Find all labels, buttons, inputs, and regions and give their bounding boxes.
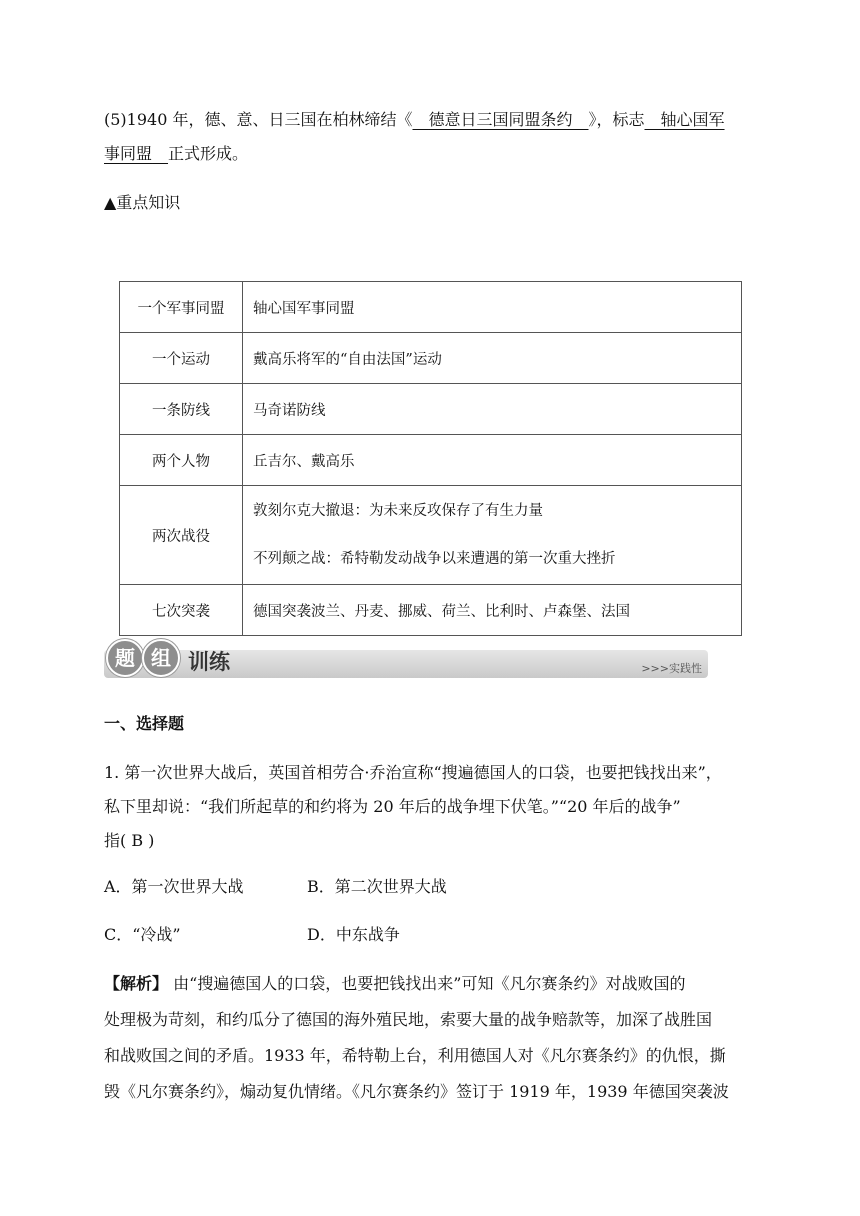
table-key: 两次战役 <box>120 486 243 585</box>
table-row <box>120 384 742 435</box>
answer-blank-alliance-a <box>645 110 725 129</box>
table-value <box>243 486 742 585</box>
option-a: A．第一次世界大战 <box>104 877 244 896</box>
table-row <box>120 333 742 384</box>
banner-title: 训练 <box>188 650 230 674</box>
analysis-line: 由“搜遍德国人的口袋，也要把钱找出来”可知《凡尔赛条约》对战败国的 <box>168 974 686 993</box>
option-c: C．“冷战” <box>104 925 181 944</box>
table-value: 马奇诺防线 <box>243 384 742 435</box>
table-value: 德国突袭波兰、丹麦、挪威、荷兰、比利时、卢森堡、法国 <box>243 585 742 636</box>
table-value-line: 敦刻尔克大撤退：为未来反攻保存了有生力量 <box>253 503 543 519</box>
table-value-line: 不列颠之战：希特勒发动战争以来遭遇的第一次重大挫折 <box>253 551 616 567</box>
analysis-label: 【解析】 <box>104 974 169 993</box>
analysis-line: 处理极为苛刻，和约瓜分了德国的海外殖民地，索要大量的战争赔款等，加深了战胜国 <box>104 1010 713 1029</box>
section-heading: 一、选择题 <box>104 714 185 733</box>
table-row <box>120 585 742 636</box>
banner-subtitle: >>>实践性 <box>641 662 702 675</box>
answer-alliance-a: 轴心国军 <box>660 110 725 129</box>
key-knowledge-table <box>119 281 742 636</box>
text-run: 》，标志 <box>588 110 645 129</box>
table-row <box>120 282 742 333</box>
analysis-line: 毁《凡尔赛条约》，煽动复仇情绪。《凡尔赛条约》签订于 1919 年，1939 年德国突袭波 <box>104 1082 729 1101</box>
table-key: 七次突袭 <box>120 585 243 636</box>
text-run: (5)1940 年，德、意、日三国在柏林缔结《 <box>104 110 413 129</box>
table-value: 轴心国军事同盟 <box>243 282 742 333</box>
answer-blank-alliance-b <box>104 144 168 163</box>
question-line: 私下里却说：“我们所起草的和约将为 20 年后的战争埋下伏笔。”“20 年后的战争” <box>104 797 681 816</box>
table-key: 一条防线 <box>120 384 243 435</box>
table-row <box>120 435 742 486</box>
table-row <box>120 486 742 585</box>
answer-treaty: 德意日三国同盟条约 <box>428 110 573 129</box>
answer-blank-treaty <box>412 110 588 129</box>
paragraph-5 <box>104 103 764 171</box>
exercise-banner <box>104 636 708 680</box>
key-knowledge-heading: ▲重点知识 <box>104 193 181 212</box>
analysis-line: 和战败国之间的矛盾。1933 年，希特勒上台，利用德国人对《凡尔赛条约》的仇恨，撕 <box>104 1046 726 1065</box>
table-value: 丘吉尔、戴高乐 <box>243 435 742 486</box>
table-key: 一个运动 <box>120 333 243 384</box>
question-line: 1. 第一次世界大战后，英国首相劳合·乔治宣称“搜遍德国人的口袋，也要把钱找出来”， <box>104 763 722 782</box>
table-key: 一个军事同盟 <box>120 282 243 333</box>
analysis <box>104 966 774 1110</box>
banner-badge: 组 <box>142 639 180 677</box>
question-1 <box>104 756 774 858</box>
table-key: 两个人物 <box>120 435 243 486</box>
table-value: 戴高乐将军的“自由法国”运动 <box>243 333 742 384</box>
option-b: B．第二次世界大战 <box>307 877 447 896</box>
option-d: D．中东战争 <box>307 925 400 944</box>
banner-badge: 题 <box>106 639 144 677</box>
text-run: 正式形成。 <box>168 144 249 163</box>
question-line: 指( B ) <box>104 831 155 850</box>
answer-alliance-b: 事同盟 <box>104 144 153 163</box>
